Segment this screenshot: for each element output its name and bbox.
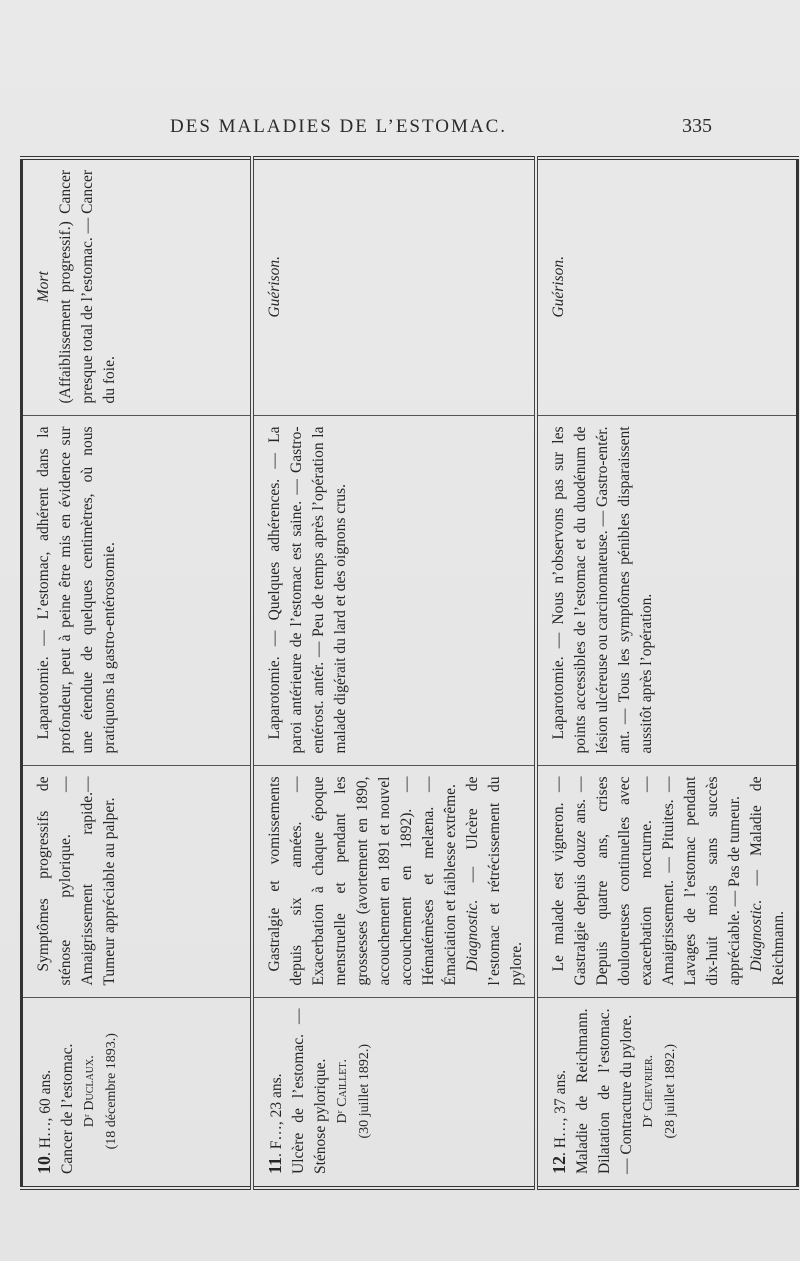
case-number: 10 <box>34 1156 54 1174</box>
patient-info: . H…, 60 ans. <box>37 1069 54 1156</box>
table-row <box>22 158 252 1188</box>
symptoms-cell <box>252 766 536 998</box>
observations-table-area <box>20 160 787 1190</box>
patient-cell <box>252 998 536 1188</box>
table-row <box>252 158 536 1188</box>
patient-info: . F…, 23 ans. <box>267 1073 285 1157</box>
diagnosis: Maladie de Reichmann. Dilatation de l’estomac. — Contracture du pylore. <box>573 1008 635 1174</box>
symptoms-text: Le malade est vigneron. — Gastralgie depuis douze ans. — Depuis quatre ans, crises douloureuses continuelles avec exacerbation nocturne. — Amaigrissement. — Pituites. — Lavages de l’estomac pendant dix-huit mois sans succès appréciable. — Pas de tumeur. <box>549 776 743 986</box>
diagnostic-label: Diagnostic. <box>747 899 765 972</box>
doctor-name: Dʳ Caillet. <box>334 1059 350 1124</box>
page-number: 335 <box>682 115 712 137</box>
diagnostic-text: — Maladie de Reichmann. <box>747 776 787 986</box>
outcome-cell <box>252 158 536 416</box>
running-title: DES MALADIES DE L’ESTOMAC. <box>170 116 508 137</box>
operation-cell <box>22 416 252 766</box>
operation-text: Laparotomie. — L’estomac, adhérent dans la profondeur, peut à peine être mis en évidence sur une étendue de quelques centimètres, où nous pratiquons la gastro-entérostomie. <box>35 426 118 754</box>
operation-date: (18 décembre 1893.) <box>104 1033 119 1150</box>
operation-cell <box>536 416 798 766</box>
patient-info: . H…, 37 ans. <box>551 1069 569 1156</box>
symptoms-text: Gastralgie et vomissements depuis six années. — Exacerbation à chaque époque menstruelle et pendant les grossesses (avortement en 1890, accouchement en 1891 et nouvel accouchement en 1892). — Hématémèses et melæna. — Émaciation et faiblesse extrême. <box>265 776 459 986</box>
outcome-detail: (Affaiblissement progressif.) Cancer presque total de l’estomac. — Cancer du foie. <box>57 170 118 404</box>
symptoms-text: Symptômes progressifs de sténose pylorique. — Amaigrissement rapide.—Tumeur appréciable au palper. <box>35 776 118 986</box>
diagnostic-label: Diagnostic. <box>463 899 481 972</box>
patient-cell <box>22 998 252 1188</box>
rotated-table-container <box>20 160 787 1190</box>
symptoms-cell <box>536 766 798 998</box>
diagnostic-text: — Ulcère de l’estomac et rétrécissement du pylore. <box>463 776 525 986</box>
diagnosis: Ulcère de l’estomac. — Sténose pylorique. <box>289 1008 329 1174</box>
outcome-title: Guérison. <box>265 255 283 318</box>
table-row <box>536 158 798 1188</box>
outcome-title: Guérison. <box>549 255 567 318</box>
outcome-title: Mort <box>35 271 52 303</box>
diagnosis: Cancer de l’estomac. <box>59 1043 76 1174</box>
observations-table <box>20 156 799 1190</box>
operation-date: (30 juillet 1892.) <box>356 1044 372 1139</box>
outcome-cell <box>536 158 798 416</box>
doctor-name: Dʳ Chevrier. <box>640 1054 656 1128</box>
operation-date: (28 juillet 1892.) <box>662 1044 678 1139</box>
case-number: 11 <box>264 1156 285 1174</box>
patient-cell <box>536 998 798 1188</box>
operation-cell <box>252 416 536 766</box>
case-number: 12 <box>548 1156 569 1174</box>
outcome-cell <box>22 158 252 416</box>
operation-text: Laparotomie. — Nous n’observons pas sur les points accessibles de l’estomac et du duodénum de lésion ulcéreuse ou carcinomateuse. — Gastro-entér. ant. — Tous les symptômes pénibles disparaissent aussitôt après l’opération. <box>549 426 655 754</box>
doctor-name: Dʳ Duclaux. <box>82 1055 97 1128</box>
symptoms-cell <box>22 766 252 998</box>
operation-text: Laparotomie. — Quelques adhérences. — La paroi antérieure de l’estomac est saine. — Gastro-entérost. antér. — Peu de temps après l’opération la malade digérait du lard et des oignons crus. <box>265 426 349 754</box>
